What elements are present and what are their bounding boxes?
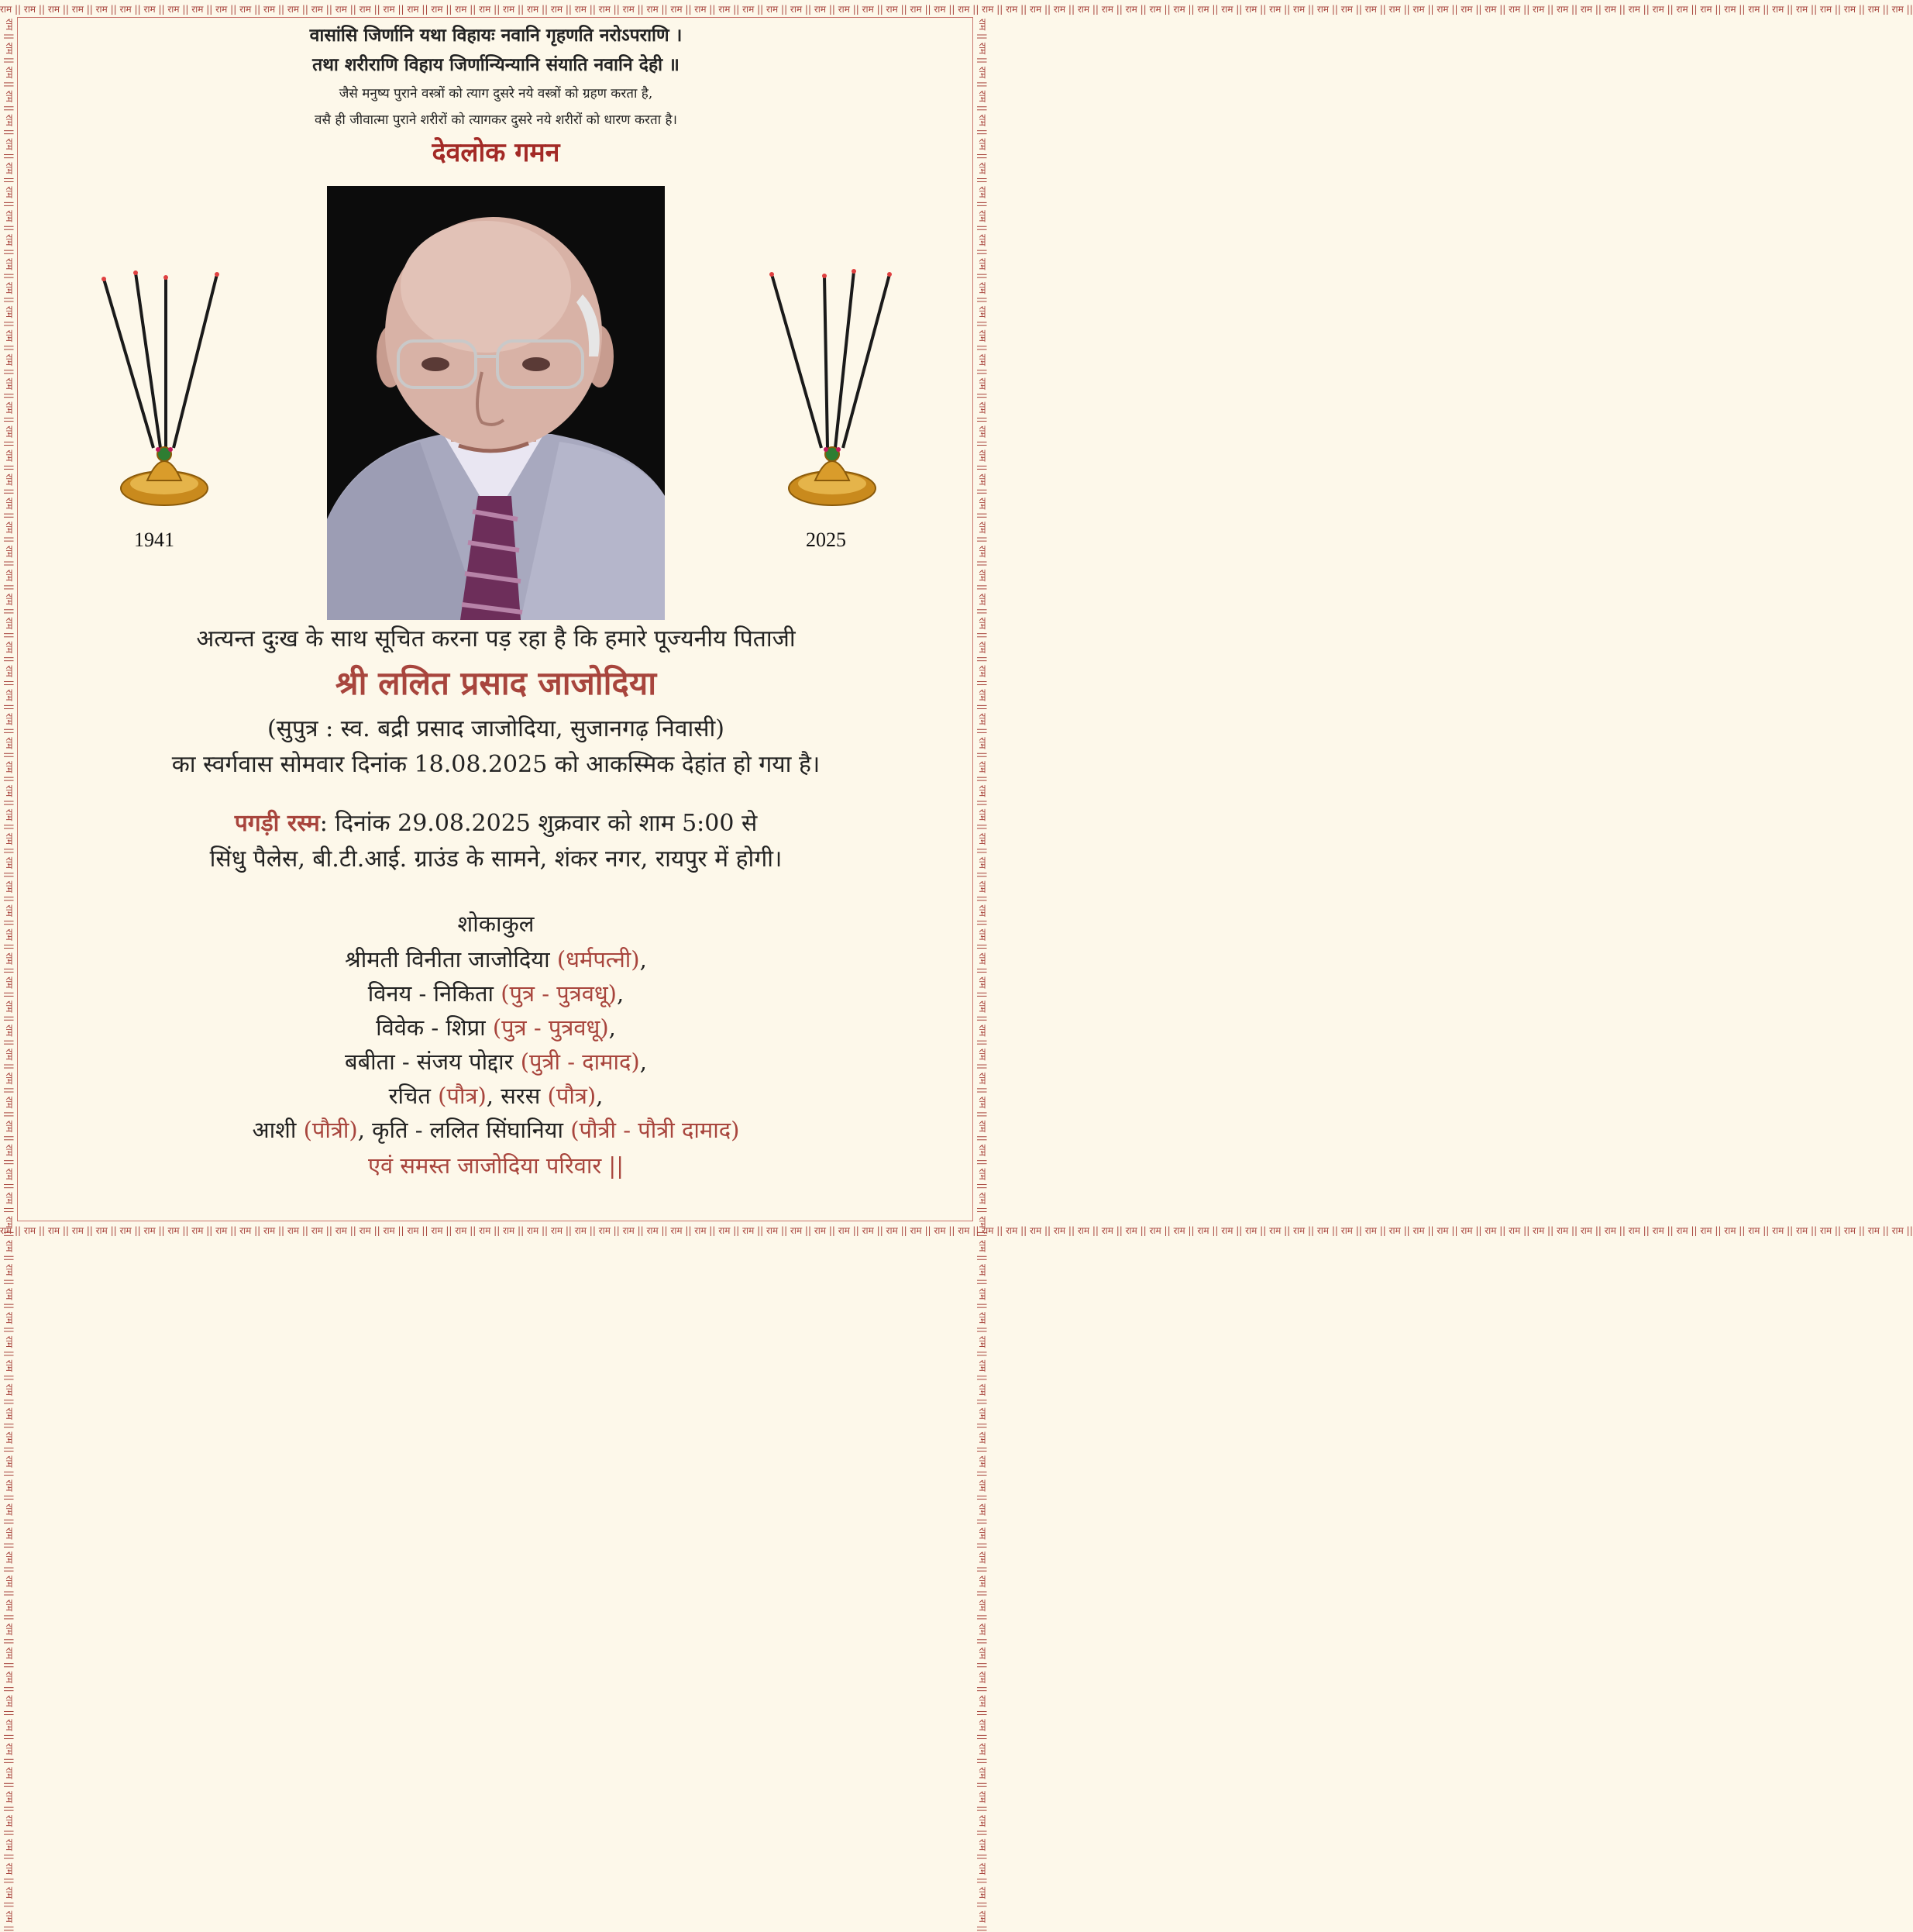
mourner-relation: (पुत्र - पुत्रवधू) bbox=[492, 1014, 609, 1041]
mourner-relation: (पुत्र - पुत्रवधू) bbox=[501, 980, 617, 1007]
mourner-name: , कृति - ललित सिंघानिया bbox=[357, 1117, 571, 1143]
mourner-name: बबीता - संजय पोद्दार bbox=[345, 1049, 521, 1075]
death-year: 2025 bbox=[806, 529, 846, 551]
border-top: राम || राम || राम || राम || राम || राम || राम || राम || राम || राम || राम || राम || राम || राम || राम || राम || राम || राम || राम || राम || राम || राम || राम || राम || राम || राम || राम || राम || राम || राम || राम || राम || राम || राम || राम || राम || राम || राम || राम || राम || राम || राम || राम || राम || राम || राम || राम || राम || राम || राम || राम || राम || राम || राम || राम || राम || राम || राम || राम || राम || राम || राम || राम || राम || राम || राम || राम || राम || राम || राम || राम || राम || राम || राम || राम || राम || राम || राम || राम || राम || bbox=[0, 4, 1913, 15]
portrait-photo bbox=[327, 186, 665, 620]
intro-text: अत्यन्त दुःख के साथ सूचित करना पड़ रहा है कि हमारे पूज्यनीय पिताजी bbox=[196, 625, 796, 653]
birth-year: 1941 bbox=[134, 529, 174, 551]
border-left: राम || राम || राम || राम || राम || राम || राम || राम || राम || राम || राम || राम || राम || राम || राम || राम || राम || राम || राम || राम || राम || राम || राम || राम || राम || राम || राम || राम || राम || राम || राम || राम || राम || राम || राम || राम || राम || राम || राम || राम || राम || राम || राम || राम || राम || राम || राम || राम || राम || राम || राम || राम || राम || राम || राम || राम || राम || राम || राम || राम || राम || राम || राम || राम || राम || राम || राम || राम || राम || राम || राम || राम || राम || राम || राम || राम || राम || राम || राम || राम || bbox=[4, 19, 15, 1932]
mourner-name: आशी bbox=[252, 1117, 304, 1143]
incense-stand-right-icon bbox=[767, 271, 899, 511]
separator: , bbox=[617, 980, 624, 1007]
mourner-name: , सरस bbox=[486, 1083, 548, 1109]
mourner-relation: (पौत्री) bbox=[303, 1117, 358, 1143]
separator: , bbox=[639, 946, 647, 973]
mourner-name: विवेक - शिप्रा bbox=[376, 1014, 493, 1041]
mourner-relation: (धर्मपत्नी) bbox=[556, 946, 640, 973]
mourner-line-5 bbox=[0, 1080, 992, 1111]
shloka-meaning-2: वसै ही जीवात्मा पुराने शरीरों को त्यागकर दुसरे नये शरीरों को धारण करता है। bbox=[315, 112, 677, 128]
shloka-line-2: तथा शरीराणि विहाय जिर्णान्यिन्यानि संयाति नवानि देही ॥ bbox=[312, 54, 680, 75]
mourner-relation: (पौत्र) bbox=[547, 1083, 597, 1109]
mourner-line-2 bbox=[0, 978, 992, 1008]
mourner-name: रचित bbox=[388, 1083, 439, 1109]
mourner-line-6 bbox=[0, 1114, 992, 1145]
mourner-relation: (पौत्री - पौत्री दामाद) bbox=[570, 1117, 740, 1143]
incense-stand-left-icon bbox=[93, 271, 225, 511]
mourner-relation: (पुत्री - दामाद) bbox=[520, 1049, 640, 1075]
mourner-line-4 bbox=[0, 1046, 992, 1076]
mourner-relation: (पौत्र) bbox=[438, 1083, 487, 1109]
separator: , bbox=[608, 1014, 616, 1041]
relation-text: (सुपुत्र : स्व. बद्री प्रसाद जाजोदिया, सुजानगढ़ निवासी) bbox=[267, 715, 725, 742]
shloka-meaning-1: जैसे मनुष्य पुराने वस्त्रों को त्याग दुसरे नये वस्त्रों को ग्रहण करता है, bbox=[339, 86, 653, 102]
pagdi-rasm-details: : दिनांक 29.08.2025 शुक्रवार को शाम 5:00 से bbox=[319, 810, 758, 837]
shloka-line-1: वासांसि जिर्णानि यथा विहायः नवानि गृहणति नरोऽपराणि । bbox=[309, 25, 683, 46]
mourner-line-3 bbox=[0, 1012, 992, 1042]
demise-text: का स्वर्गवास सोमवार दिनांक 18.08.2025 को आकस्मिक देहांत हो गया है। bbox=[171, 751, 821, 778]
pagdi-venue: सिंधु पैलेस, बी.टी.आई. ग्राउंड के सामने, शंकर नगर, रायपुर में होगी। bbox=[209, 845, 783, 873]
mourner-name: श्रीमती विनीता जाजोदिया bbox=[345, 946, 557, 973]
border-bottom: राम || राम || राम || राम || राम || राम || राम || राम || राम || राम || राम || राम || राम || राम || राम || राम || राम || राम || राम || राम || राम || राम || राम || राम || राम || राम || राम || राम || राम || राम || राम || राम || राम || राम || राम || राम || राम || राम || राम || राम || राम || राम || राम || राम || राम || राम || राम || राम || राम || राम || राम || राम || राम || राम || राम || राम || राम || राम || राम || राम || राम || राम || राम || राम || राम || राम || राम || राम || राम || राम || राम || राम || राम || राम || राम || राम || राम || राम || राम || राम || bbox=[0, 1225, 1913, 1236]
family-closing: एवं समस्त जाजोदिया परिवार || bbox=[368, 1152, 624, 1179]
mourner-line-1 bbox=[0, 944, 992, 974]
mourners-heading: शोकाकुल bbox=[457, 911, 535, 937]
mourner-name: विनय - निकिता bbox=[367, 980, 501, 1007]
deceased-name: श्री ललित प्रसाद जाजोदिया bbox=[335, 664, 657, 702]
pagdi-rasm-line bbox=[0, 806, 992, 838]
separator: , bbox=[596, 1083, 604, 1109]
page-title: देवलोक गमन bbox=[432, 137, 560, 168]
separator: , bbox=[639, 1049, 647, 1075]
border-right: राम || राम || राम || राम || राम || राम || राम || राम || राम || राम || राम || राम || राम || राम || राम || राम || राम || राम || राम || राम || राम || राम || राम || राम || राम || राम || राम || राम || राम || राम || राम || राम || राम || राम || राम || राम || राम || राम || राम || राम || राम || राम || राम || राम || राम || राम || राम || राम || राम || राम || राम || राम || राम || राम || राम || राम || राम || राम || राम || राम || राम || राम || राम || राम || राम || राम || राम || राम || राम || राम || राम || राम || राम || राम || राम || राम || राम || राम || राम || राम || bbox=[977, 19, 988, 1932]
pagdi-rasm-label: पगड़ी रस्म bbox=[234, 810, 320, 837]
